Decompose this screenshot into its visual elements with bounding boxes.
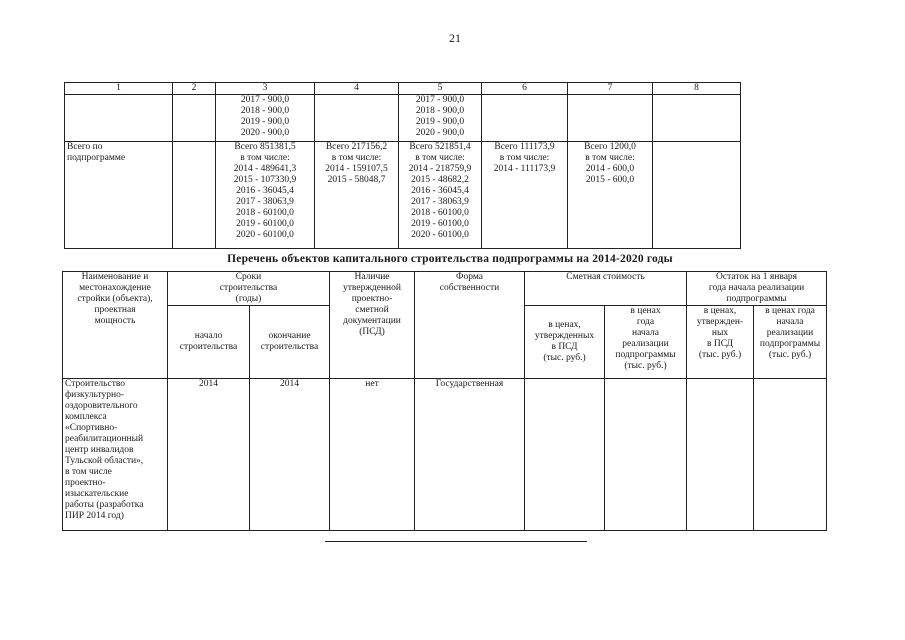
text-line: подпрограмме bbox=[67, 153, 126, 163]
text-line: 2015 - 600,0 bbox=[585, 175, 635, 185]
text-line: подпрограммы bbox=[726, 294, 787, 304]
object-end: 2014 bbox=[250, 379, 330, 531]
text-line: 2016 - 36045,4 bbox=[236, 186, 294, 196]
text-line: 2018 - 60100,0 bbox=[411, 208, 469, 218]
text-line: 2014 - 489641,3 bbox=[233, 164, 297, 174]
text-line: Всего 521851,4 bbox=[409, 142, 471, 152]
object-ownership: Государственная bbox=[415, 379, 525, 531]
text-line: собственности bbox=[439, 283, 500, 293]
text-line: начало bbox=[194, 331, 223, 341]
text-line: Остаток на 1 января bbox=[716, 272, 798, 282]
text-line: реализации bbox=[766, 328, 814, 338]
text-line: окончание bbox=[268, 331, 311, 341]
text-line: (тыс. руб.) bbox=[698, 350, 742, 360]
header-remainder bbox=[687, 272, 827, 306]
text-line: Тульской области», bbox=[65, 456, 144, 466]
table-cell bbox=[399, 142, 482, 249]
text-line: ных bbox=[711, 328, 729, 338]
text-line: 2014 - 600,0 bbox=[585, 164, 635, 174]
text-line: Всего 111173,9 bbox=[494, 142, 555, 152]
text-line: (годы) bbox=[235, 294, 262, 304]
footer-rule bbox=[325, 541, 587, 542]
text-line: в ценах bbox=[630, 306, 661, 316]
text-line: 2014 - 111173,9 bbox=[493, 164, 556, 174]
text-line: (тыс. руб.) bbox=[543, 353, 586, 363]
text-line: оздоровительного bbox=[65, 401, 138, 411]
text-line: работы (разработка bbox=[65, 500, 144, 510]
object-start: 2014 bbox=[168, 379, 250, 531]
header-terms bbox=[168, 272, 330, 306]
header-cost-year bbox=[605, 306, 687, 379]
text-line: Всего 217156,2 bbox=[325, 142, 388, 152]
table-cell bbox=[173, 142, 216, 249]
text-line: Форма bbox=[455, 272, 484, 282]
object-row bbox=[63, 379, 827, 531]
text-line: 2020 - 60100,0 bbox=[236, 230, 294, 240]
text-line: 2015 - 48682,2 bbox=[411, 175, 469, 185]
col-number: 1 bbox=[65, 83, 173, 95]
text-line: ПИР 2014 год) bbox=[65, 511, 124, 521]
table-cell bbox=[65, 95, 173, 142]
table-cell bbox=[315, 142, 399, 249]
table-cell bbox=[482, 95, 568, 142]
header-end bbox=[250, 306, 330, 379]
text-line: 2020 - 900,0 bbox=[415, 128, 465, 138]
text-line: в ценах года bbox=[765, 306, 815, 316]
col-number: 7 bbox=[568, 83, 653, 95]
header-remainder-year bbox=[754, 306, 827, 379]
text-line: начала bbox=[632, 328, 659, 338]
text-line: Наименование и bbox=[81, 272, 149, 282]
text-line: изыскательские bbox=[65, 489, 129, 499]
text-line: 2019 - 900,0 bbox=[415, 117, 465, 127]
text-line: 2020 - 900,0 bbox=[240, 128, 290, 138]
text-line: 2017 - 900,0 bbox=[415, 95, 465, 105]
table-cell bbox=[216, 95, 315, 142]
object-psd: нет bbox=[330, 379, 415, 531]
text-line: строительства bbox=[219, 283, 278, 293]
total-label bbox=[65, 142, 173, 249]
subprogram-totals-table bbox=[64, 82, 741, 249]
text-line: (тыс. руб.) bbox=[768, 350, 812, 360]
table-cell bbox=[216, 142, 315, 249]
text-line: в том числе: bbox=[585, 153, 635, 163]
text-line: 2019 - 60100,0 bbox=[236, 219, 294, 229]
col-number: 3 bbox=[216, 83, 315, 95]
header-ownership bbox=[415, 272, 525, 379]
table-cell bbox=[653, 142, 741, 249]
text-line: проектная bbox=[94, 305, 136, 315]
text-line: в ПСД bbox=[551, 342, 578, 352]
table-cell bbox=[525, 379, 605, 531]
text-line: 2018 - 60100,0 bbox=[236, 208, 294, 218]
column-numbers-row bbox=[65, 83, 741, 95]
text-line: утвержденных bbox=[534, 331, 595, 341]
text-line: 2015 - 107330,9 bbox=[233, 175, 297, 185]
text-line: строительства bbox=[260, 342, 319, 352]
section-title: Перечень объектов капитального строительства подпрограммы на 2014-2020 годы bbox=[227, 253, 673, 265]
text-line: Всего 1200,0 bbox=[584, 142, 636, 152]
text-line: реабилитационный bbox=[65, 434, 144, 444]
text-line: физкультурно- bbox=[65, 390, 125, 400]
table-cell bbox=[399, 95, 482, 142]
text-line: стройки (объекта), bbox=[77, 294, 153, 304]
table-cell bbox=[754, 379, 827, 531]
text-line: 2016 - 36045,4 bbox=[411, 186, 469, 196]
header-start bbox=[168, 306, 250, 379]
text-line: в ценах, bbox=[548, 320, 581, 330]
header-cost: Сметная стоимость bbox=[525, 272, 687, 306]
table-row bbox=[65, 95, 741, 142]
col-number: 2 bbox=[173, 83, 216, 95]
text-line: сметной bbox=[355, 305, 389, 315]
text-line: 2020 - 60100,0 bbox=[411, 230, 469, 240]
table-cell bbox=[687, 379, 754, 531]
text-line: 2017 - 38063,9 bbox=[236, 197, 294, 207]
text-line: Всего 851381,5 bbox=[234, 142, 296, 152]
text-line: в ПСД bbox=[706, 339, 734, 349]
text-line: утвержден- bbox=[696, 317, 744, 327]
text-line: 2018 - 900,0 bbox=[415, 106, 465, 116]
total-row bbox=[65, 142, 741, 249]
table-cell bbox=[315, 95, 399, 142]
text-line: подпрограммы bbox=[759, 339, 821, 349]
table-cell bbox=[605, 379, 687, 531]
text-line: 2018 - 900,0 bbox=[240, 106, 290, 116]
text-line: 2019 - 60100,0 bbox=[411, 219, 469, 229]
text-line: центр инвалидов bbox=[65, 445, 134, 455]
col-number: 4 bbox=[315, 83, 399, 95]
text-line: в том числе: bbox=[415, 153, 465, 163]
header-psd bbox=[330, 272, 415, 379]
text-line: в том числе: bbox=[331, 153, 382, 163]
col-number: 5 bbox=[399, 83, 482, 95]
capital-construction-table bbox=[62, 271, 827, 531]
text-line: 2014 - 218759,9 bbox=[408, 164, 472, 174]
text-line: Сроки bbox=[235, 272, 262, 282]
table-cell bbox=[653, 95, 741, 142]
text-line: проектно- bbox=[65, 478, 106, 488]
text-line: проектно- bbox=[351, 294, 393, 304]
text-line: Наличие bbox=[354, 272, 390, 282]
header-cost-psd bbox=[525, 306, 605, 379]
header-row bbox=[63, 272, 827, 306]
table-cell bbox=[482, 142, 568, 249]
text-line: (ПСД) bbox=[359, 327, 385, 337]
col-number: 6 bbox=[482, 83, 568, 95]
text-line: 2017 - 38063,9 bbox=[411, 197, 469, 207]
text-line: в том числе: bbox=[499, 153, 550, 163]
text-line: года bbox=[636, 317, 655, 327]
text-line: Строительство bbox=[65, 379, 126, 389]
text-line: подпрограммы bbox=[615, 350, 676, 360]
header-remainder-psd bbox=[687, 306, 754, 379]
text-line: местонахождение bbox=[79, 283, 151, 293]
text-line: года начала реализации bbox=[708, 283, 805, 293]
text-line: в том числе bbox=[65, 467, 112, 477]
text-line: «Спортивно- bbox=[65, 423, 118, 433]
page-number: 21 bbox=[449, 31, 461, 45]
text-line: мощность bbox=[94, 316, 136, 326]
text-line: реализации bbox=[622, 339, 669, 349]
text-line: документации bbox=[343, 316, 401, 326]
object-name bbox=[63, 379, 168, 531]
text-line: строительства bbox=[179, 342, 238, 352]
text-line: утвержденной bbox=[343, 283, 401, 293]
text-line: в том числе: bbox=[240, 153, 290, 163]
text-line: (тыс. руб.) bbox=[624, 361, 667, 371]
text-line: Всего по bbox=[67, 142, 103, 152]
table-cell bbox=[568, 142, 653, 249]
text-line: 2015 - 58048,7 bbox=[327, 175, 386, 185]
text-line: 2019 - 900,0 bbox=[240, 117, 290, 127]
col-number: 8 bbox=[653, 83, 741, 95]
text-line: в ценах, bbox=[703, 306, 737, 316]
text-line: 2014 - 159107,5 bbox=[325, 164, 388, 174]
table-cell bbox=[568, 95, 653, 142]
text-line: 2017 - 900,0 bbox=[240, 95, 290, 105]
table-cell bbox=[173, 95, 216, 142]
text-line: комплекса bbox=[65, 412, 107, 422]
text-line: начала bbox=[776, 317, 804, 327]
header-name bbox=[63, 272, 168, 379]
